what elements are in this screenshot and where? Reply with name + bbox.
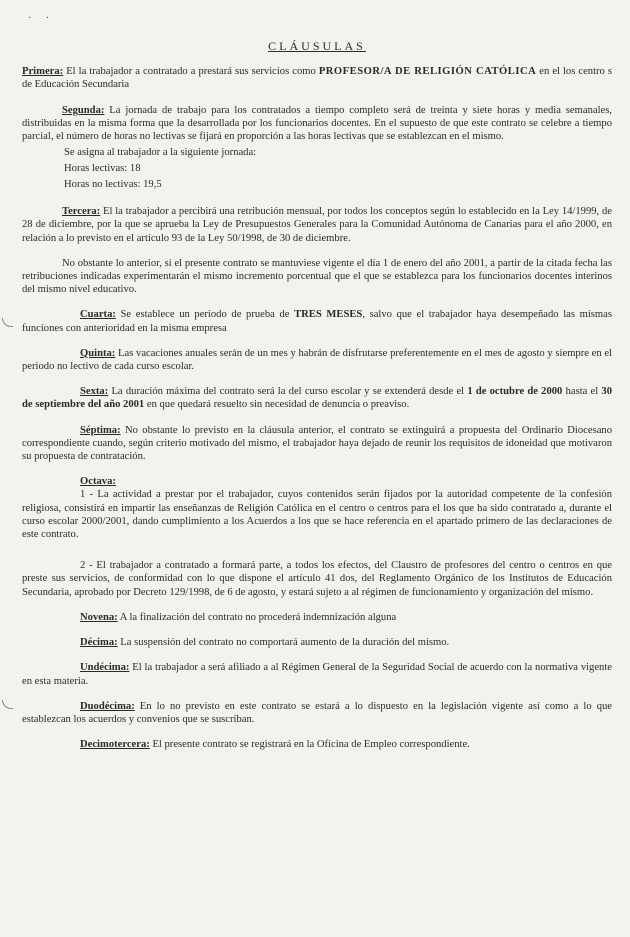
start-date: 1 de octubre de 2000: [467, 386, 563, 398]
clause-label: Quinta:: [80, 347, 116, 359]
clause-tercera-continued: No obstante lo anterior, si el presente contrato se mantuviese vigente el día 1 de enero del año 2001, a partir de la citada fecha las retribuciones indicadas experimentarán el mismo incremento porcentual que el que se establezca para los funcionarios docentes interinos del mismo nivel educativo.: [22, 257, 612, 296]
clause-text: , salvo que el trabajador haya desempeñado las mismas funciones con anterioridad en la misma empresa: [22, 309, 612, 334]
clause-duodecima: [22, 700, 612, 726]
jornada-block: [64, 145, 612, 193]
clause-label: Tercera:: [62, 206, 101, 218]
clause-label: Cuarta:: [80, 309, 116, 321]
margin-mark: [2, 318, 13, 327]
end-date: 30 de septiembre del año 2001: [22, 386, 613, 411]
horas-no-lectivas: Horas no lectivas: 19,5: [64, 179, 162, 191]
clause-text: El la trabajador a percibirá una retribución mensual, por todos los conceptos según lo establecido en la Ley 14/1999, de 28 de diciembre, por la que se aprueba la Ley de Presupuestos Generales para la Comunidad Autónoma de Canarias para el año 2000, en relación a lo previsto en el artículo 93 de la Ley 50/1998, de 30 de diciembre.: [22, 206, 612, 244]
document-title: CLÁUSULAS: [268, 39, 366, 53]
clause-label: Octava:: [80, 476, 116, 488]
clause-label: Séptima:: [80, 424, 121, 436]
clause-primera: [22, 65, 612, 91]
clause-quinta: [22, 347, 612, 373]
clause-novena: [22, 611, 612, 624]
clause-label: Décima:: [80, 637, 118, 649]
horas-lectivas: Horas lectivas: 18: [64, 163, 141, 175]
clause-septima: [22, 424, 612, 464]
clause-text: El la trabajador a será afiliado a al Régimen General de la Seguridad Social de acuerdo con la normativa vigente en esta materia.: [22, 662, 612, 687]
jornada-intro: Se asigna al trabajador a la siguiente jornada:: [64, 147, 257, 159]
clause-text: Se establece un periodo de prueba de: [115, 309, 295, 321]
margin-mark: [2, 700, 13, 709]
clause-cuarta: [22, 308, 612, 334]
clause-text: A la finalización del contrato no procederá indemnización alguna: [117, 611, 397, 623]
clause-octava-1: 1 - La actividad a prestar por el trabajador, cuyos contenidos serán fijados por la autoridad competente de la confesión religiosa, consistirá en impartir las enseñanzas de Religión Católica en el centro o centros para el los que ha sido contratado a, durante el curso escolar 2000/2001, dando cumplimiento a los Acuerdos a los que se hace referencia en el apartado primero de las declaraciones de este contrato.: [22, 489, 612, 541]
clause-segunda: [22, 104, 612, 144]
clause-octava-label-row: [80, 475, 612, 488]
clause-label: Primera:: [22, 66, 64, 78]
clause-label: Decimotercera:: [80, 739, 150, 751]
clause-text: El presente contrato se registrará en la Oficina de Empleo correspondiente.: [149, 739, 470, 751]
clause-tercera: [22, 205, 612, 245]
role-name: PROFESOR/A DE RELIGIÓN CATÓLICA: [318, 66, 537, 78]
trial-period: TRES MESES: [294, 309, 363, 321]
clause-octava-2: 2 - El trabajador a contratado a formará parte, a todos los efectos, del Claustro de profesores del centro o centros en que preste sus servicios, de conformidad con lo que dispone el artículo 41 dos, del Reglamento Orgánico de los Institutos de Educación Secundaria, aprobado por Decreto 129/1998, de 6 de agosto, y estará sujeto a al régimen de funcionamiento y organización del mismo.: [22, 560, 612, 598]
clause-label: Undécima:: [80, 662, 130, 674]
clause-text: hasta el: [562, 386, 602, 398]
clause-text: En lo no previsto en este contrato se estará a lo dispuesto en la legislación vigente así como a lo que establezcan los acuerdos y convenios que se suscriban.: [22, 700, 612, 725]
clause-text: Las vacaciones anuales serán de un mes y habrán de disfrutarse preferentemente en el mes de agosto y siempre en el periodo no lectivo de cada curso escolar.: [22, 347, 612, 373]
clause-text: El la trabajador a contratado a prestará sus servicios como: [63, 66, 319, 78]
clause-decima: [22, 636, 612, 649]
clause-label: Duodécima:: [80, 700, 135, 712]
clause-text: No obstante lo previsto en la cláusula anterior, el contrato se extinguirá a propuesta del Ordinario Diocesano correspondiente cuando, según criterio motivado del mismo, el trabajador haya dejado de reunir los requisitos de idoneidad que motivaron su propuesta de contratación.: [22, 424, 612, 463]
clause-sexta: [22, 385, 612, 411]
clause-label: Segunda:: [62, 104, 105, 116]
clause-decimotercera: [22, 738, 612, 751]
clause-text: La suspensión del contrato no comportará aumento de la duración del mismo.: [117, 637, 450, 649]
clause-undecima: [22, 661, 612, 687]
clause-label: Sexta:: [80, 386, 109, 398]
clause-text: La jornada de trabajo para los contratados a tiempo completo será de treinta y siete horas y media semanales, distribuidas en la misma forma que la desarrollada por los funcionarios docentes. En el supuesto de que este contrato se celebre a tiempo parcial, el número de horas no lectivas se fijará en proporción a las horas lectivas que se establezcan en el mismo.: [22, 104, 612, 143]
scan-specks: · ·: [28, 13, 56, 24]
clause-text: La duración máxima del contrato será la del curso escolar y se extenderá desde el: [108, 386, 468, 398]
clause-text: en que quedará resuelto sin necesidad de denuncia o preaviso.: [144, 399, 410, 411]
clause-text: en el los centro s de Educación Secundaria: [22, 66, 612, 91]
clause-label: Novena:: [80, 611, 118, 623]
